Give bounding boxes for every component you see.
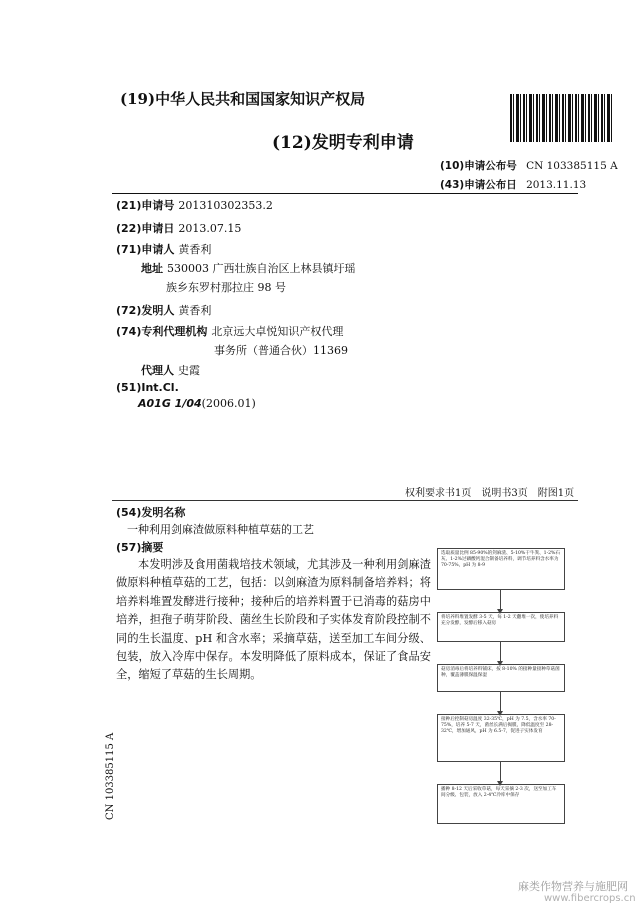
watermark-url: www.fibercrops.cn bbox=[544, 893, 636, 904]
application-number-row bbox=[116, 197, 273, 213]
header-divider bbox=[112, 193, 578, 194]
page-counts: 权利要求书1页 说明书3页 附图1页 bbox=[405, 488, 575, 499]
flow-step-3: 菇房消毒后将培养料铺床，按 8-10% 的接种量接种草菇菌种，覆盖薄膜保温保湿 bbox=[437, 664, 565, 692]
application-date: 2013.07.15 bbox=[178, 222, 242, 235]
address-row bbox=[141, 260, 356, 276]
application-date-row bbox=[116, 220, 241, 236]
address-line-2: 族乡东罗村那拉庄 98 号 bbox=[166, 281, 286, 294]
agency-line-2: 事务所（普通合伙）11369 bbox=[214, 344, 348, 357]
flow-step-2: 将培养料堆置发酵 3-5 天，每 1-2 天翻堆一次，使培养料充分发酵，发酵后移入菇房 bbox=[437, 612, 565, 642]
flow-arrow-icon bbox=[500, 692, 501, 712]
agent-name: 史霞 bbox=[178, 364, 200, 377]
watermark-text: 麻类作物营养与施肥网 bbox=[518, 880, 628, 893]
meta-divider bbox=[112, 500, 578, 501]
publication-date: 2013.11.13 bbox=[526, 179, 587, 191]
abstract-text: 本发明涉及食用菌栽培技术领域，尤其涉及一种利用剑麻渣做原料种植草菇的工艺，包括：以剑麻渣为原料制备培养料；将培养料堆置发酵进行接种；接种后的培养料置于已消毒的菇房中培养，担孢子萌芽阶段、菌丝生长阶段和子实体发育阶段控制不同的生长温度、pH 和含水率；采摘草菇，送至加工车间分级、包装，放入冷库中保存。本发明降低了原料成本，保证了食品安全，缩短了草菇的生长周期。 bbox=[116, 558, 431, 682]
barcode-icon bbox=[510, 94, 614, 142]
flow-arrow-icon bbox=[500, 762, 501, 782]
applicant-name: 黄香利 bbox=[178, 243, 212, 256]
agent-row bbox=[141, 362, 200, 378]
title-label: (54)发明名称 bbox=[116, 506, 186, 519]
application-number: 201310302353.2 bbox=[178, 199, 273, 212]
applicant-row bbox=[116, 241, 211, 257]
publication-date-row bbox=[440, 177, 586, 192]
application-number-label: (21)申请号 bbox=[116, 199, 175, 212]
inventor-name: 黄香利 bbox=[178, 304, 212, 317]
flow-step-4: 接种后控制菇房温度 32-35℃，pH 为 7.5，含水率 70-75%，培养 5-7 天，菌丝长满后揭膜，降低温度至 28-32℃，增加通风，pH 为 6.5-7，促进子实体发育 bbox=[437, 714, 565, 762]
publication-number-label: (10)申请公布号 bbox=[440, 160, 517, 172]
application-date-label: (22)申请日 bbox=[116, 222, 175, 235]
address-line-1: 530003 广西壮族自治区上林县镇圩瑶 bbox=[167, 262, 356, 275]
flow-step-5: 播种 8-12 天后采收草菇，每天采摘 2-3 次，送至加工车间分级、包装，放入 2-4℃冷库中保存 bbox=[437, 784, 565, 824]
int-cl-label: (51)Int.Cl. bbox=[116, 381, 179, 394]
invention-title: 一种利用剑麻渣做原料种植草菇的工艺 bbox=[127, 523, 314, 536]
inventor-row bbox=[116, 302, 211, 318]
flow-arrow-icon bbox=[500, 590, 501, 610]
applicant-label: (71)申请人 bbox=[116, 243, 175, 256]
ipc-classification bbox=[138, 397, 256, 410]
flow-arrow-icon bbox=[500, 642, 501, 662]
abstract-label: (57)摘要 bbox=[116, 541, 164, 554]
agency-label: (74)专利代理机构 bbox=[116, 325, 208, 338]
inventor-label: (72)发明人 bbox=[116, 304, 175, 317]
publication-number-row bbox=[440, 158, 618, 173]
side-publication-number: CN 103385115 A bbox=[105, 732, 116, 820]
patent-office-heading: (19)中华人民共和国国家知识产权局 bbox=[120, 90, 366, 108]
agency-line-1: 北京远大卓悦知识产权代理 bbox=[211, 325, 344, 338]
publication-number: CN 103385115 A bbox=[526, 160, 618, 172]
agent-label: 代理人 bbox=[141, 364, 174, 377]
address-label: 地址 bbox=[141, 262, 163, 275]
publication-date-label: (43)申请公布日 bbox=[440, 179, 517, 191]
agency-row bbox=[116, 323, 343, 339]
document-type-heading: (12)发明专利申请 bbox=[272, 133, 414, 153]
ipc-code: A01G 1/04 bbox=[138, 397, 202, 410]
flow-step-1: 选取质量比例 85-90%的剑麻渣、5-10%干牛粪、1-2%石灰、1-2%过磷酸钙混合制备培养料，调节培养料含水率为 70-75%，pH 为 8-9 bbox=[437, 548, 565, 590]
ipc-date: (2006.01) bbox=[201, 397, 256, 410]
